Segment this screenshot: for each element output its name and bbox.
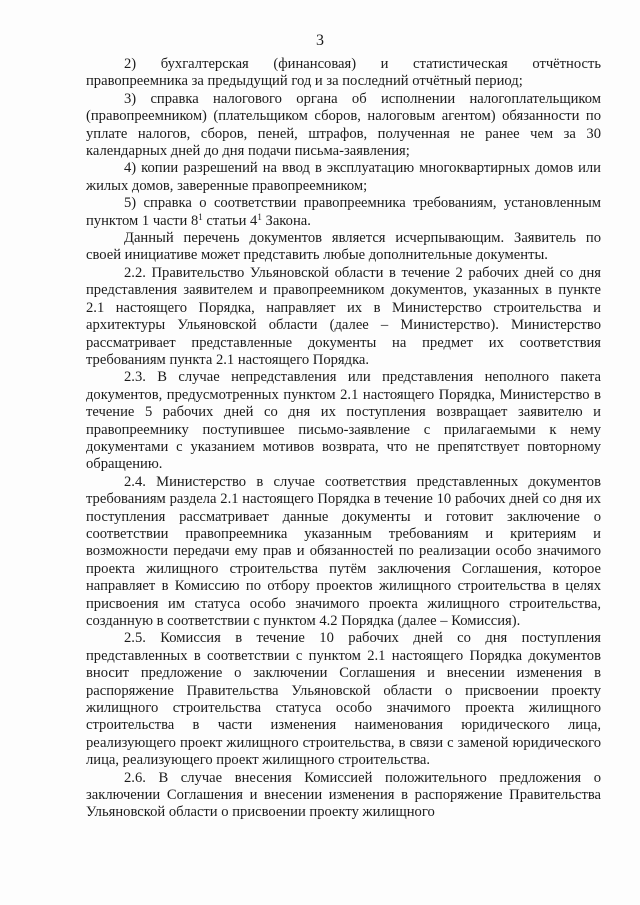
- superscript: 1: [198, 211, 203, 222]
- page-number: 3: [316, 32, 324, 49]
- paragraph: [86, 369, 601, 473]
- document-body: [86, 56, 601, 822]
- paragraph-text: Закона.: [261, 212, 311, 229]
- paragraph-text: 2.4. Министерство в случае соответствия представленных документов требованиям раздела 2.1 настоящего Порядка в течение 10 рабочих дней со дня их поступления рассматривает данные документы и готовит заключение о соответствии правопреемника указанным требованиям и критериям и возможности передачи ему прав и обязанностей по реализации особо значимого проекта жилищного строительства путём заключения Соглашения, которое направляет в Комиссию по отбору проектов жилищного строительства в целях присвоения им статуса особо значимого проекта жилищного строительства, созданную в соответствии с пунктом 4.2 Порядка (далее – Комиссия).: [86, 473, 601, 629]
- paragraph-text: 4) копии разрешений на ввод в эксплуатацию многоквартирных домов или жилых домов, заверенные правопреемником;: [86, 160, 601, 194]
- paragraph: [86, 56, 601, 91]
- paragraph: [86, 91, 601, 161]
- paragraph-text: 2.5. Комиссия в течение 10 рабочих дней со дня поступления представленных в соответствии с пунктом 2.1 настоящего Порядка документов вносит предложение о заключении Соглашения и внесении изменения в распоряжение Правительства Ульяновской области о присвоении проекту жилищного строительства статуса особо значимого проекта жилищного строительства в части изменения наименования юридического лица, реализующего проект жилищного строительства, в связи с заменой юридического лица, реализующего проект жилищного строительства.: [86, 630, 601, 769]
- paragraph-text: 2.2. Правительство Ульяновской области в течение 2 рабочих дней со дня представления заявителем и правопреемником документов, указанных в пункте 2.1 настоящего Порядка, направляет их в Министерство строительства и архитектуры Ульяновской области (далее – Министерство). Министерство рассматривает представленные документы на предмет их соответствия требованиям пункта 2.1 настоящего Порядка.: [86, 264, 601, 368]
- paragraph: [86, 195, 601, 230]
- paragraph-text: 2) бухгалтерская (финансовая) и статистическая отчётность правопреемника за предыдущий год и за последний отчётный период;: [86, 56, 601, 90]
- paragraph: [86, 770, 601, 822]
- paragraph-text: статьи 4: [202, 212, 258, 229]
- paragraph: [86, 630, 601, 769]
- superscript: 1: [257, 211, 262, 222]
- paragraph: [86, 230, 601, 265]
- paragraph: [86, 265, 601, 369]
- paragraph-text: 2.6. В случае внесения Комиссией положительного предложения о заключении Соглашения и внесении изменения в распоряжение Правительства Ульяновской области о присвоении проекту жилищного: [86, 769, 601, 821]
- paragraph-text: Данный перечень документов является исчерпывающим. Заявитель по своей инициативе может представить любые дополнительные документы.: [86, 230, 601, 264]
- paragraph: [86, 160, 601, 195]
- paragraph-text: 3) справка налогового органа об исполнении налогоплательщиком (правопреемником) (плательщиком сборов, налоговым агентом) обязанности по уплате налогов, сборов, пеней, штрафов, полученная не ранее чем за 30 календарных дней до дня подачи письма-заявления;: [86, 90, 601, 160]
- paragraph-text: 2.3. В случае непредставления или представления неполного пакета документов, предусмотренных пунктом 2.1 настоящего Порядка, Министерство в течение 5 рабочих дней со дня их поступления возвращает заявителю и правопреемнику поступившее письмо-заявление с прилагаемыми к нему документами с указанием мотивов возврата, что не препятствует повторному обращению.: [86, 369, 601, 473]
- paragraph-text: 5) справка о соответствии правопреемника требованиям, установленным пунктом 1 части 8: [86, 195, 601, 229]
- paragraph: [86, 474, 601, 631]
